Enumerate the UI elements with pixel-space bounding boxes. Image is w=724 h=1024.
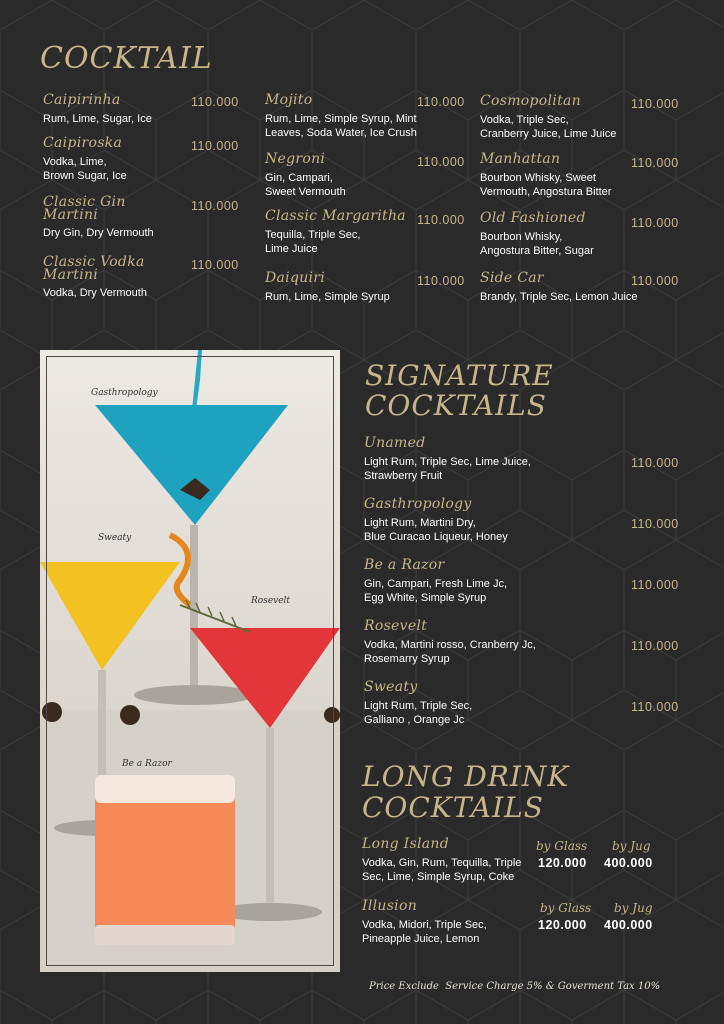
item-name: Classic Margaritha <box>265 208 406 224</box>
yellow-martini-shape <box>40 562 180 670</box>
item-name: Classic Vodka Martini <box>43 254 145 283</box>
cocktail-heading: COCKTAIL <box>40 41 213 76</box>
item-name: Negroni <box>265 151 326 167</box>
photo-label-sweaty: Sweaty <box>98 533 132 543</box>
item-description: Light Rum, Triple Sec, Galliano , Orange Jc <box>364 700 473 726</box>
item-name: Gasthropology <box>364 496 472 512</box>
signature-item-unamed <box>364 436 604 483</box>
jug-price: 400.000 <box>604 918 653 932</box>
item-description: Tequilla, Triple Sec, Lime Juice <box>265 229 361 255</box>
long-drink-heading-line2: COCKTAILS <box>362 791 544 824</box>
photo-label-gasthropology: Gasthropology <box>91 388 158 398</box>
item-price: 110.000 <box>631 578 679 592</box>
long-drink-heading-line1: LONG DRINK <box>362 760 570 793</box>
cocktail-photo <box>40 350 340 972</box>
item-name: Sweaty <box>364 679 418 695</box>
item-description: Vodka, Triple Sec, Cranberry Juice, Lime Juice <box>480 114 617 140</box>
price-footnote: Price Exclude Service Charge 5% & Goverment Tax 10% <box>369 981 661 992</box>
jug-price: 400.000 <box>604 856 653 870</box>
item-description: Vodka, Midori, Triple Sec, Pineapple Juice, Lemon <box>362 919 487 945</box>
signature-item-be-a-razor <box>364 558 604 605</box>
long-drink-item-illusion <box>362 899 537 946</box>
item-description: Rum, Lime, Sugar, Ice <box>43 113 152 125</box>
item-name: Rosevelt <box>364 618 428 634</box>
item-name: Caipirinha <box>43 92 121 108</box>
item-description: Light Rum, Triple Sec, Lime Juice, Strawberry Fruit <box>364 456 531 482</box>
item-name: Caipiroska <box>43 135 123 151</box>
signature-heading-line1: SIGNATURE <box>365 359 554 392</box>
item-name: Illusion <box>362 898 418 914</box>
by-jug-label: by Jug <box>614 901 653 915</box>
by-glass-label: by Glass <box>536 839 588 853</box>
item-name: Unamed <box>364 435 426 451</box>
item-price: 110.000 <box>631 517 679 531</box>
item-name: Long Island <box>362 836 449 852</box>
item-description: Vodka, Gin, Rum, Tequilla, Triple Sec, Lime, Simple Syrup, Coke <box>362 857 522 883</box>
item-name: Old Fashioned <box>480 210 586 226</box>
signature-item-gasthropology <box>364 497 604 544</box>
item-description: Dry Gin, Dry Vermouth <box>43 227 154 239</box>
item-price: 110.000 <box>191 95 239 109</box>
item-name: Be a Razor <box>364 557 445 573</box>
item-description: Vodka, Martini rosso, Cranberry Jc, Rosemarry Syrup <box>364 639 536 665</box>
pour-stream-shape <box>192 350 202 410</box>
item-name: Mojito <box>265 92 313 108</box>
item-price: 110.000 <box>191 199 239 213</box>
item-price: 110.000 <box>631 216 679 230</box>
photo-label-be-a-razor: Be a Razor <box>122 759 172 769</box>
item-price: 110.000 <box>631 156 679 170</box>
item-price: 110.000 <box>417 274 465 288</box>
blue-martini-shape <box>95 405 288 525</box>
item-price: 110.000 <box>191 139 239 153</box>
glass-price: 120.000 <box>538 856 587 870</box>
item-description: Bourbon Whisky, Sweet Vermouth, Angostura Bitter <box>480 172 612 198</box>
signature-heading-line2: COCKTAILS <box>365 389 547 422</box>
item-price: 110.000 <box>631 97 679 111</box>
item-name: Daiquiri <box>265 270 326 286</box>
signature-item-sweaty <box>364 680 604 727</box>
item-price: 110.000 <box>417 155 465 169</box>
item-description: Light Rum, Martini Dry, Blue Curacao Liqueur, Honey <box>364 517 508 543</box>
photo-label-rosevelt: Rosevelt <box>251 596 291 606</box>
item-description: Rum, Lime, Simple Syrup <box>265 291 390 303</box>
item-name: Manhattan <box>480 151 561 167</box>
item-price: 110.000 <box>417 213 465 227</box>
signature-item-rosevelt <box>364 619 604 666</box>
item-price: 110.000 <box>417 95 465 109</box>
item-price: 110.000 <box>631 274 679 288</box>
item-name: Side Car <box>480 270 544 286</box>
item-price: 110.000 <box>191 258 239 272</box>
long-drink-item-long-island <box>362 837 537 884</box>
item-price: 110.000 <box>631 456 679 470</box>
item-description: Vodka, Dry Vermouth <box>43 287 147 299</box>
item-price: 110.000 <box>631 639 679 653</box>
item-description: Rum, Lime, Simple Syrup, Mint Leaves, Soda Water, Ice Crush <box>265 113 417 139</box>
by-glass-label: by Glass <box>540 901 592 915</box>
item-price: 110.000 <box>631 700 679 714</box>
item-name: Classic Gin Martini <box>43 194 126 223</box>
item-description: Gin, Campari, Sweet Vermouth <box>265 172 346 198</box>
item-description: Vodka, Lime, Brown Sugar, Ice <box>43 156 127 182</box>
item-description: Brandy, Triple Sec, Lemon Juice <box>480 291 638 303</box>
item-description: Bourbon Whisky, Angostura Bitter, Sugar <box>480 231 594 257</box>
glass-price: 120.000 <box>538 918 587 932</box>
item-name: Cosmopolitan <box>480 93 581 109</box>
cocktail-illustration <box>40 350 340 972</box>
item-description: Gin, Campari, Fresh Lime Jc, Egg White, Simple Syrup <box>364 578 508 604</box>
by-jug-label: by Jug <box>612 839 651 853</box>
